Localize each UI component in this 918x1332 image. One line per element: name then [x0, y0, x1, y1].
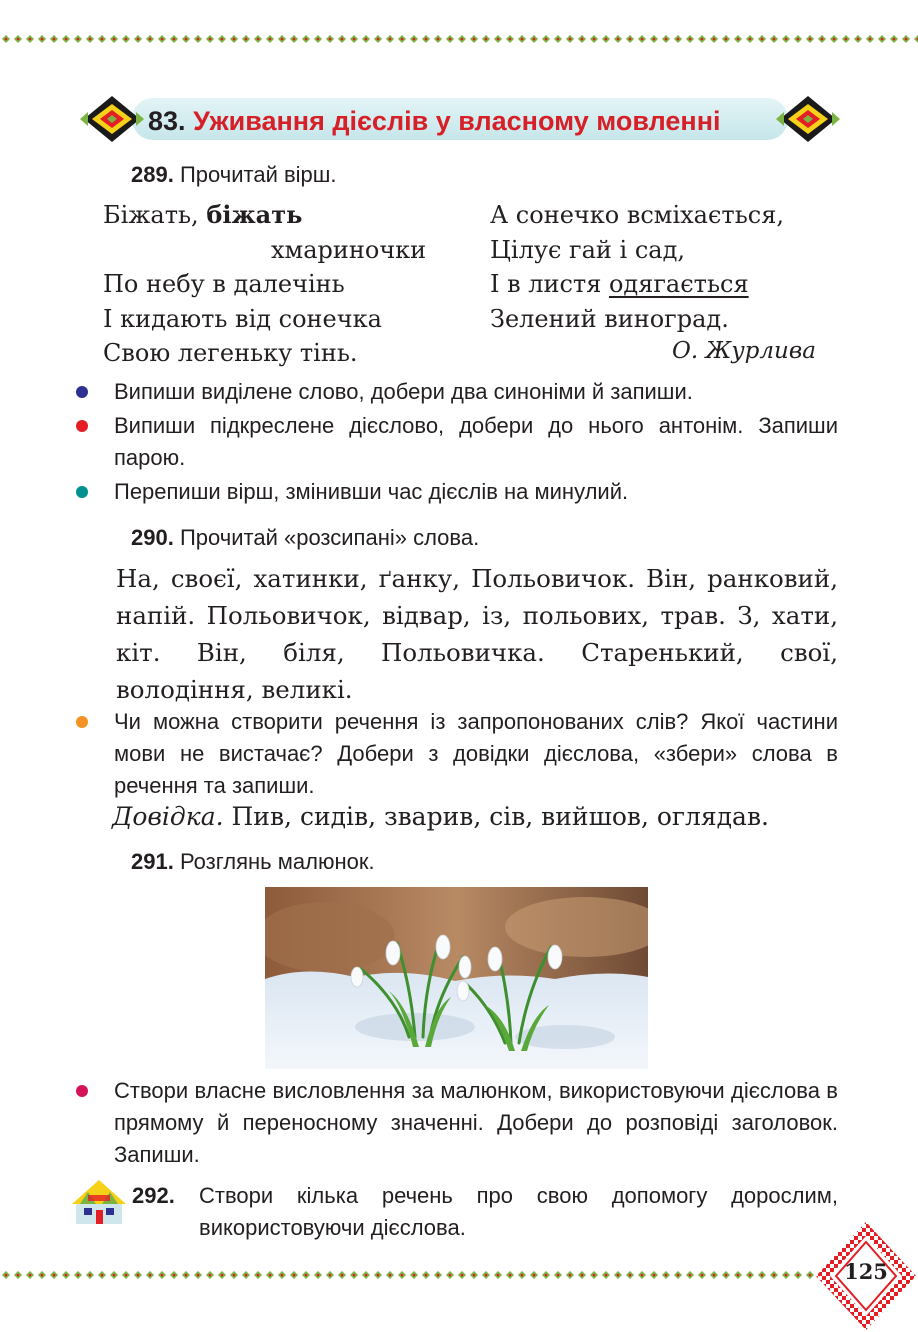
task-number: 290.	[131, 525, 174, 550]
top-ornament-border	[0, 34, 918, 44]
scattered-words: На, своєї, хатинки, ґанку, Польовичок. Він, ранковий, напій. Польовичок, відвар, із, польових, трав. З, хати, кіт. Він, біля, Польовичка. Старенький, свої, володіння, великі.	[116, 564, 838, 704]
reference-words: Пив, сидів, зварив, сів, вийшов, оглядав.	[223, 802, 769, 831]
bullet-text: Випиши виділене слово, добери два синоніми й запиши.	[114, 379, 693, 404]
task-instruction: Прочитай «розсипані» слова.	[179, 525, 480, 550]
bullet-dot-icon	[76, 486, 88, 498]
task-291-heading	[131, 849, 375, 875]
poem-author: О. Журлива	[672, 338, 816, 364]
poem-line: По небу в далечінь	[103, 270, 345, 298]
task-bullet	[76, 476, 838, 508]
bullet-dot-icon	[76, 716, 88, 728]
scattered-words-text	[74, 560, 838, 708]
bullet-text: Перепиши вірш, змінивши час дієслів на минулий.	[114, 479, 629, 504]
poem-line: Цілує гай і сад,	[490, 235, 686, 264]
page-number: 125	[844, 1259, 888, 1284]
bullet-text: Чи можна створити речення із запропонованих слів? Якої частини мови не вистачає? Добери з довідки дієслова, «збери» слова в речення та запиши.	[114, 709, 838, 798]
task-number: 292.	[132, 1183, 175, 1208]
poem-stanza-right	[490, 198, 835, 336]
reference-box	[112, 802, 769, 831]
highlighted-word: біжать	[206, 200, 303, 229]
poem-line	[103, 198, 463, 233]
task-bullet	[76, 706, 838, 802]
bullet-text: Випиши підкреслене дієслово, добери до нього антонім. Запиши парою.	[114, 413, 838, 470]
task-290-heading	[131, 525, 479, 551]
task-instruction: Розглянь малюнок.	[179, 849, 375, 874]
lesson-title-band	[80, 92, 840, 146]
poem-stanza-left	[103, 198, 463, 371]
ornament-icon	[776, 92, 840, 146]
underlined-word: одягається	[608, 270, 749, 298]
poem-text: Біжать,	[103, 201, 207, 229]
ornament-icon	[80, 92, 144, 146]
task-number: 291.	[131, 849, 174, 874]
poem-line: Зелений виноград.	[490, 304, 729, 333]
poem-line: І кидають від сонечка	[103, 304, 382, 333]
task-bullet	[76, 376, 838, 408]
task-bullet	[76, 410, 838, 474]
poem-line	[490, 267, 835, 302]
bullet-dot-icon	[76, 386, 88, 398]
lesson-name: Уживання дієслів у власному мовленні	[193, 106, 721, 136]
snowdrops-photo	[265, 887, 648, 1069]
house-icon	[68, 1178, 130, 1226]
poem-line: Свою легеньку тінь.	[103, 339, 358, 367]
task-289-heading	[131, 162, 337, 188]
bullet-text: Створи власне висловлення за малюнком, використовуючи дієслова в прямому й переносному значенні. Добери до розповіді заголовок. Запиши.	[114, 1078, 838, 1167]
reference-label: Довідка.	[112, 802, 224, 831]
task-292-text: Створи кілька речень про свою допомогу дорослим, використовуючи дієслова.	[199, 1183, 838, 1240]
task-bullet	[76, 1075, 838, 1171]
poem-line: хмариночки	[271, 235, 427, 264]
poem-line: А сонечко всміхається,	[490, 201, 784, 229]
task-instruction: Прочитай вірш.	[179, 162, 337, 187]
bullet-dot-icon	[76, 420, 88, 432]
lesson-number: 83.	[148, 106, 186, 136]
bullet-dot-icon	[76, 1085, 88, 1097]
task-number: 289.	[131, 162, 174, 187]
bottom-ornament-border	[0, 1270, 820, 1280]
lesson-title	[148, 106, 721, 137]
poem-text: І в листя	[490, 270, 609, 298]
